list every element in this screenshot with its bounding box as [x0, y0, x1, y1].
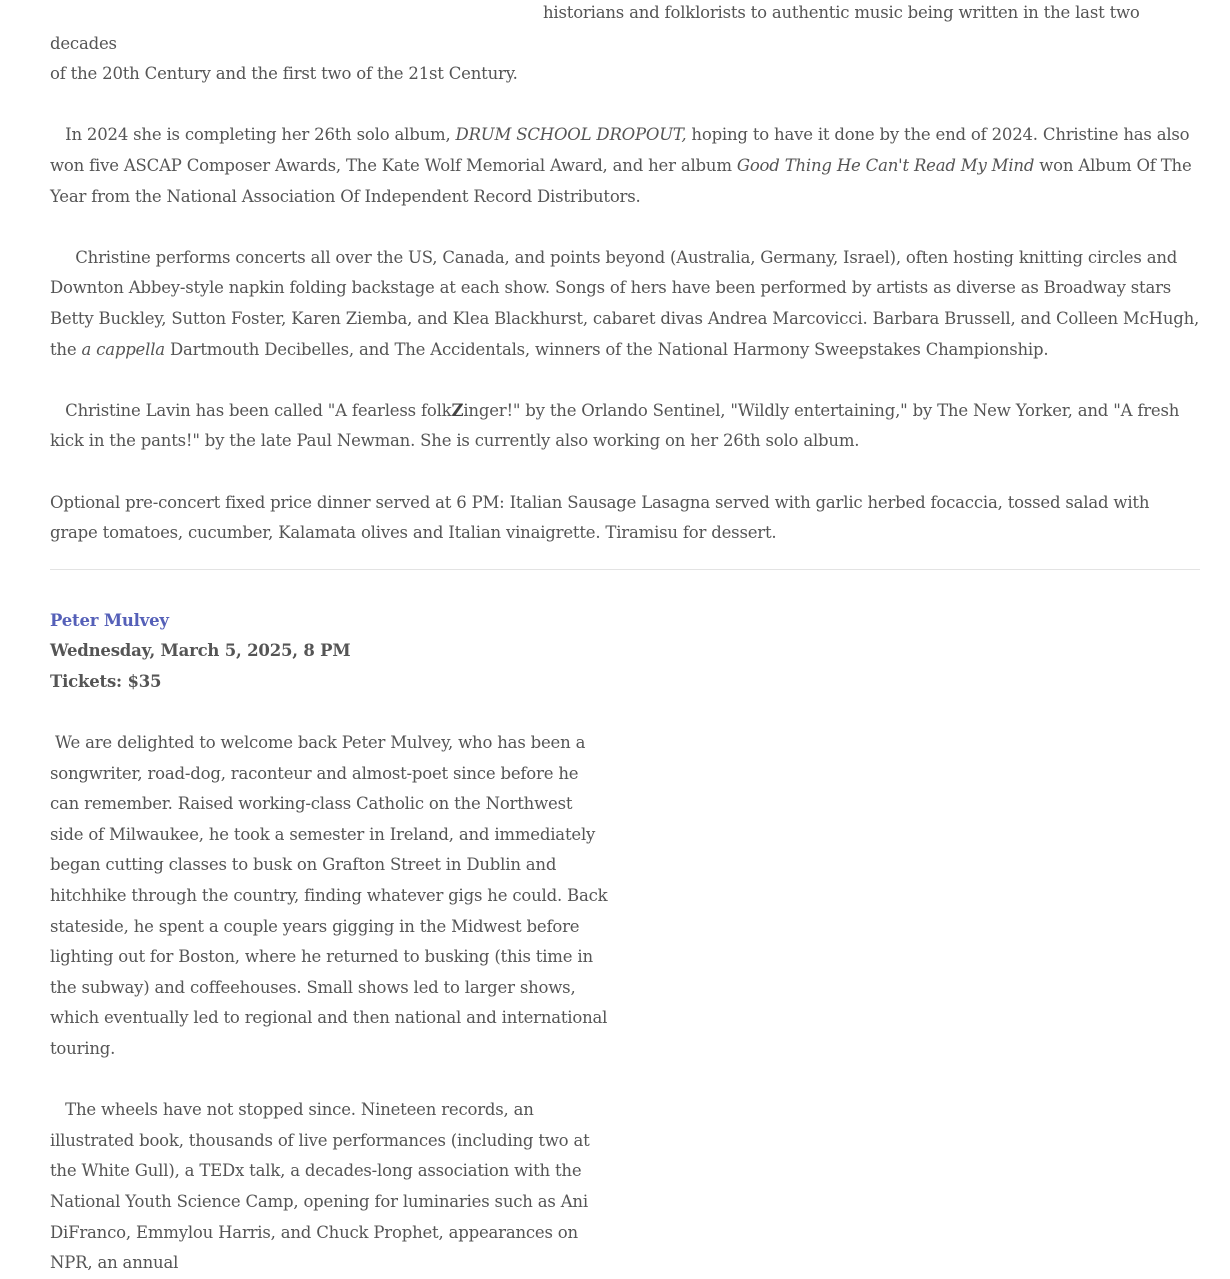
a-cappella-italic: a cappella — [81, 339, 165, 359]
event-divider — [50, 569, 1200, 570]
event-title-link[interactable]: Peter Mulvey — [50, 610, 169, 630]
album-text-after: won Album Of The Year from the National Association Of Independent Record Distributors. — [50, 155, 1192, 206]
album-text-middle: hoping to have it done by the end of 2024. Christine has also won five ASCAP Composer Awards, The Kate Wolf Memorial Award, and her album — [50, 125, 1190, 175]
quotes-text-after: inger!" by the Orlando Sentinel, "Wildly entertaining," by The New Yorker, and "A fresh kick in the pants!" by the late Paul Newman. She is currently also working on her 26th solo album. — [50, 400, 1180, 451]
intro-line-2: of the 20th Century and the first two of the 21st Century. — [50, 64, 518, 84]
zinger-z: Z — [451, 400, 464, 420]
intro-line-1: historians and folklorists to authentic music being written in the last two decades — [50, 3, 1140, 53]
event-listing-page — [50, 0, 1200, 1279]
album-text-before: In 2024 she is completing her 26th solo album, — [65, 125, 456, 145]
concerts-paragraph — [50, 243, 1200, 365]
album-paragraph — [50, 120, 1200, 212]
wheels-paragraph — [50, 1095, 610, 1279]
event-description — [50, 728, 610, 1279]
album-title: DRUM SCHOOL DROPOUT, — [455, 125, 687, 145]
album-title-2: Good Thing He Can't Read My Mind — [736, 155, 1035, 175]
intro-paragraph — [50, 0, 1200, 90]
dinner-paragraph: Optional pre-concert fixed price dinner served at 6 PM: Italian Sausage Lasagna served with garlic herbed focaccia, tossed salad with grape tomatoes, cucumber, Kalamata olives and Italian vinaigrette. Tiramisu for dessert. — [50, 492, 1150, 543]
quotes-text-before: Christine Lavin has been called "A fearless folk — [65, 400, 452, 420]
quotes-paragraph — [50, 396, 1200, 457]
wheels-text: The wheels have not stopped since. Nineteen records, an illustrated book, thousands of live performances (including two at the White Gull), a TEDx talk, a decades-long association with the National Youth Science Camp, opening for luminaries such as Ani DiFranco, Emmylou Harris, and Chuck Prophet, appearances on NPR, an annual — [50, 1100, 590, 1273]
event-tickets: Tickets: $35 — [50, 671, 162, 691]
welcome-paragraph — [50, 728, 610, 1065]
event-date: Wednesday, March 5, 2025, 8 PM — [50, 641, 351, 661]
concerts-text-after: Dartmouth Decibelles, and The Accidentals, winners of the National Harmony Sweepstakes Championship. — [164, 339, 1049, 359]
welcome-text: We are delighted to welcome back Peter Mulvey, who has been a songwriter, road-dog, raconteur and almost-poet since before he can remember. Raised working-class Catholic on the Northwest side of Milwaukee, he took a semester in Ireland, and immediately began cutting classes to busk on Grafton Street in Dublin and hitchhike through the country, finding whatever gigs he could. Back stateside, he spent a couple years gigging in the Midwest before lighting out for Boston, where he returned to busking (this time in the subway) and coffeehouses. Small shows led to larger shows, which eventually led to regional and then national and international touring. — [50, 733, 608, 1058]
concerts-text-before: Christine performs concerts all over the US, Canada, and points beyond (Australia, Germany, Israel), often hosting knitting circles and Downton Abbey-style napkin folding backstage at each show. Songs of hers have been performed by artists as diverse as Broadway stars Betty Buckley, Sutton Foster, Karen Ziemba, and Klea Blackhurst, cabaret divas Andrea Marcovicci. Barbara Brussell, and Colleen McHugh, the — [50, 247, 1200, 359]
